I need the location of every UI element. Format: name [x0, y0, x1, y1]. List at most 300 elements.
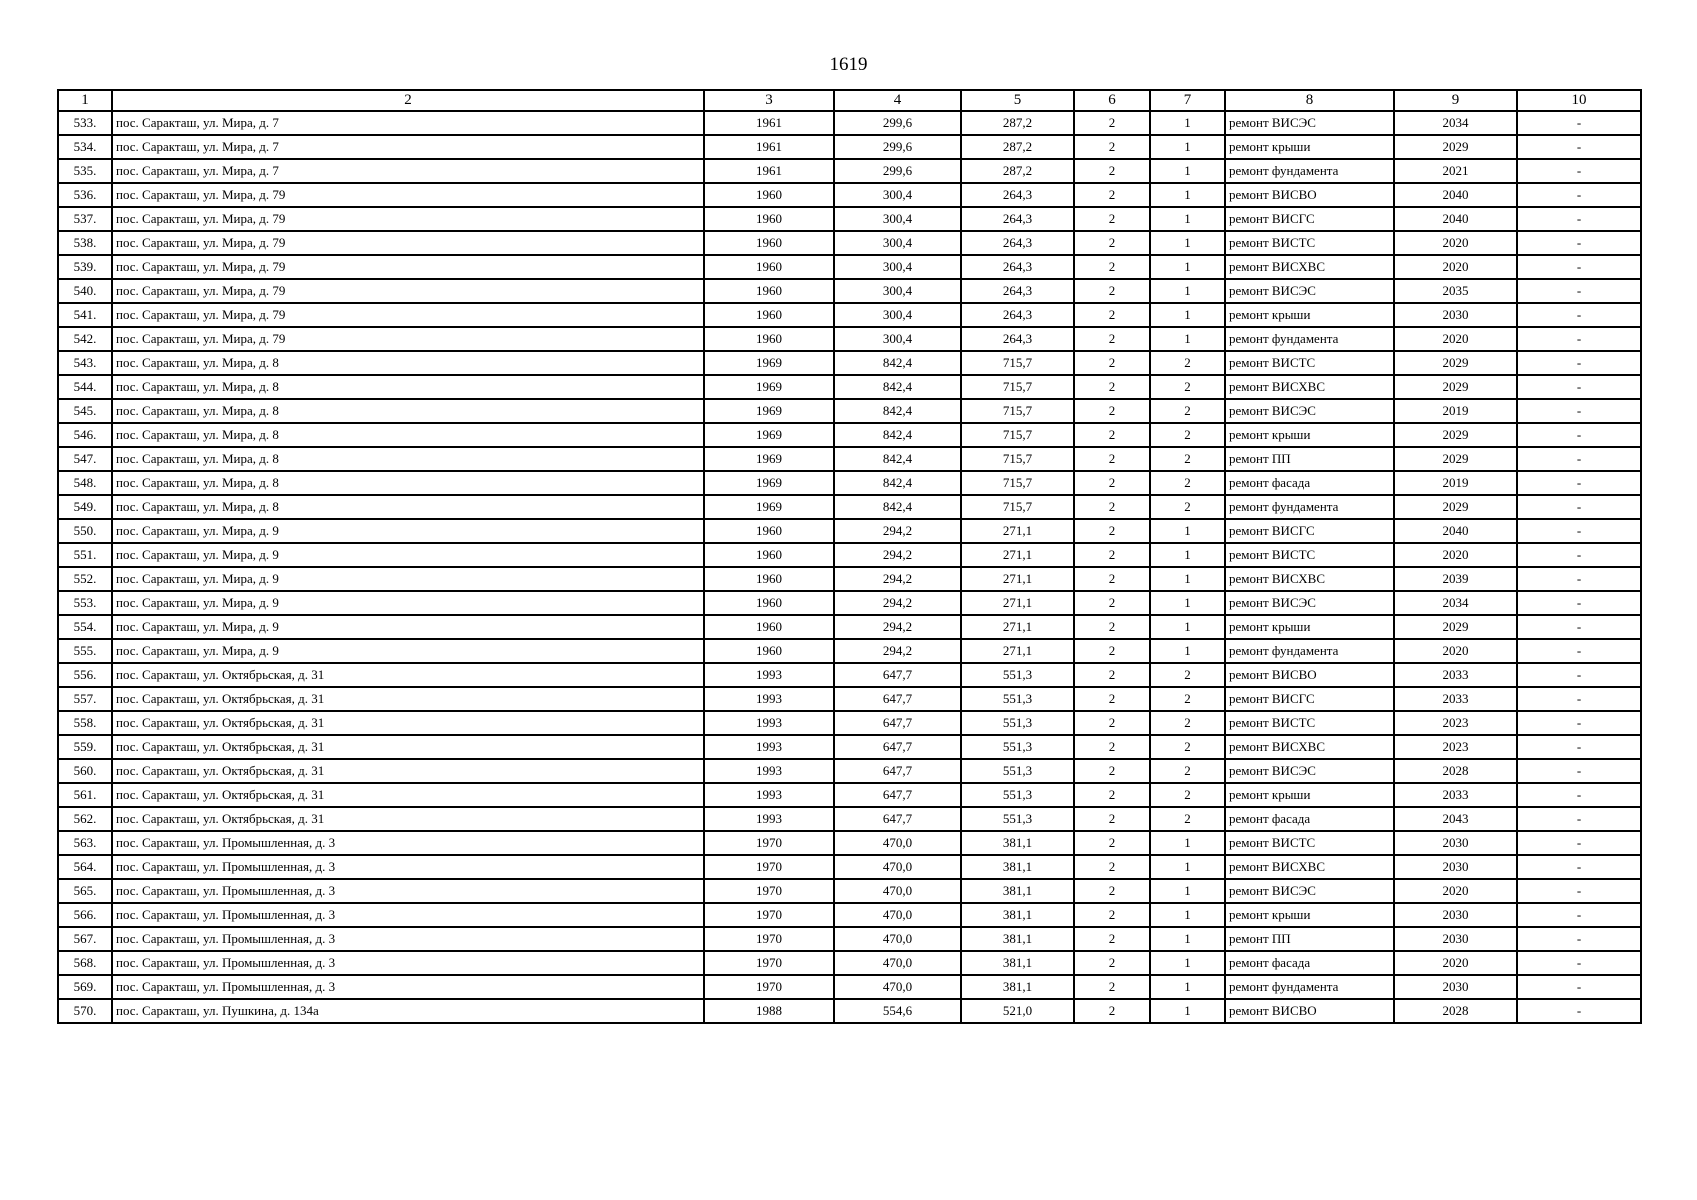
living-area-cell: 715,7 [961, 447, 1074, 471]
column-6-value-cell: 2 [1074, 519, 1150, 543]
table-row [58, 351, 1641, 375]
repair-type-cell: ремонт крыши [1225, 303, 1394, 327]
living-area-cell: 264,3 [961, 207, 1074, 231]
table-row [58, 399, 1641, 423]
table-row [58, 255, 1641, 279]
column-6-value-cell: 2 [1074, 759, 1150, 783]
column-10-value-cell: - [1517, 423, 1641, 447]
total-area-cell: 470,0 [834, 927, 961, 951]
column-6-value-cell: 2 [1074, 159, 1150, 183]
row-number-cell: 570. [58, 999, 112, 1023]
living-area-cell: 715,7 [961, 351, 1074, 375]
build-year-cell: 1969 [704, 447, 834, 471]
row-number-cell: 556. [58, 663, 112, 687]
column-6-value-cell: 2 [1074, 447, 1150, 471]
planned-year-cell: 2034 [1394, 591, 1517, 615]
column-7-value-cell: 1 [1150, 183, 1225, 207]
build-year-cell: 1993 [704, 663, 834, 687]
build-year-cell: 1970 [704, 951, 834, 975]
build-year-cell: 1969 [704, 423, 834, 447]
repair-type-cell: ремонт ВИСХВС [1225, 255, 1394, 279]
table-row [58, 999, 1641, 1023]
build-year-cell: 1961 [704, 135, 834, 159]
address-cell: пос. Саракташ, ул. Мира, д. 8 [112, 423, 704, 447]
total-area-cell: 647,7 [834, 783, 961, 807]
build-year-cell: 1970 [704, 927, 834, 951]
table-row [58, 735, 1641, 759]
table-row [58, 303, 1641, 327]
total-area-cell: 470,0 [834, 831, 961, 855]
build-year-cell: 1969 [704, 351, 834, 375]
build-year-cell: 1960 [704, 183, 834, 207]
table-row [58, 687, 1641, 711]
column-7-value-cell: 2 [1150, 399, 1225, 423]
column-7-value-cell: 1 [1150, 831, 1225, 855]
planned-year-cell: 2029 [1394, 351, 1517, 375]
planned-year-cell: 2023 [1394, 735, 1517, 759]
row-number-cell: 539. [58, 255, 112, 279]
column-6-value-cell: 2 [1074, 927, 1150, 951]
address-cell: пос. Саракташ, ул. Мира, д. 9 [112, 543, 704, 567]
address-cell: пос. Саракташ, ул. Мира, д. 8 [112, 351, 704, 375]
address-cell: пос. Саракташ, ул. Октябрьская, д. 31 [112, 687, 704, 711]
total-area-cell: 300,4 [834, 207, 961, 231]
total-area-cell: 300,4 [834, 327, 961, 351]
table-row [58, 471, 1641, 495]
repair-type-cell: ремонт ВИСГС [1225, 519, 1394, 543]
column-10-value-cell: - [1517, 687, 1641, 711]
row-number-cell: 533. [58, 111, 112, 135]
row-number-cell: 557. [58, 687, 112, 711]
planned-year-cell: 2020 [1394, 327, 1517, 351]
address-cell: пос. Саракташ, ул. Мира, д. 9 [112, 519, 704, 543]
table-row [58, 783, 1641, 807]
planned-year-cell: 2034 [1394, 111, 1517, 135]
row-number-cell: 547. [58, 447, 112, 471]
repair-type-cell: ремонт ВИСЭС [1225, 879, 1394, 903]
table-row [58, 447, 1641, 471]
column-header-6: 6 [1074, 90, 1150, 111]
row-number-cell: 553. [58, 591, 112, 615]
planned-year-cell: 2040 [1394, 207, 1517, 231]
column-7-value-cell: 1 [1150, 207, 1225, 231]
column-10-value-cell: - [1517, 375, 1641, 399]
column-7-value-cell: 1 [1150, 615, 1225, 639]
repair-type-cell: ремонт фасада [1225, 951, 1394, 975]
total-area-cell: 294,2 [834, 543, 961, 567]
row-number-cell: 565. [58, 879, 112, 903]
repair-type-cell: ремонт ВИСЭС [1225, 399, 1394, 423]
repair-type-cell: ремонт фундамента [1225, 495, 1394, 519]
table-row [58, 327, 1641, 351]
column-10-value-cell: - [1517, 207, 1641, 231]
total-area-cell: 470,0 [834, 879, 961, 903]
total-area-cell: 842,4 [834, 423, 961, 447]
total-area-cell: 294,2 [834, 567, 961, 591]
column-header-8: 8 [1225, 90, 1394, 111]
table-row [58, 759, 1641, 783]
repair-type-cell: ремонт крыши [1225, 135, 1394, 159]
column-header-3: 3 [704, 90, 834, 111]
column-6-value-cell: 2 [1074, 855, 1150, 879]
planned-year-cell: 2029 [1394, 375, 1517, 399]
row-number-cell: 555. [58, 639, 112, 663]
build-year-cell: 1960 [704, 303, 834, 327]
living-area-cell: 551,3 [961, 687, 1074, 711]
total-area-cell: 300,4 [834, 255, 961, 279]
total-area-cell: 470,0 [834, 855, 961, 879]
repair-type-cell: ремонт ВИСЭС [1225, 591, 1394, 615]
address-cell: пос. Саракташ, ул. Мира, д. 7 [112, 135, 704, 159]
total-area-cell: 470,0 [834, 975, 961, 999]
table-row [58, 111, 1641, 135]
planned-year-cell: 2029 [1394, 615, 1517, 639]
row-number-cell: 559. [58, 735, 112, 759]
living-area-cell: 287,2 [961, 111, 1074, 135]
column-6-value-cell: 2 [1074, 903, 1150, 927]
repair-type-cell: ремонт ВИСЭС [1225, 759, 1394, 783]
repair-type-cell: ремонт ВИСХВС [1225, 567, 1394, 591]
table-row [58, 183, 1641, 207]
build-year-cell: 1970 [704, 855, 834, 879]
column-10-value-cell: - [1517, 903, 1641, 927]
planned-year-cell: 2035 [1394, 279, 1517, 303]
column-10-value-cell: - [1517, 879, 1641, 903]
living-area-cell: 264,3 [961, 303, 1074, 327]
address-cell: пос. Саракташ, ул. Мира, д. 8 [112, 495, 704, 519]
table-row [58, 663, 1641, 687]
address-cell: пос. Саракташ, ул. Октябрьская, д. 31 [112, 711, 704, 735]
living-area-cell: 715,7 [961, 495, 1074, 519]
column-10-value-cell: - [1517, 639, 1641, 663]
total-area-cell: 842,4 [834, 471, 961, 495]
column-10-value-cell: - [1517, 711, 1641, 735]
build-year-cell: 1960 [704, 279, 834, 303]
address-cell: пос. Саракташ, ул. Мира, д. 8 [112, 399, 704, 423]
address-cell: пос. Саракташ, ул. Мира, д. 79 [112, 183, 704, 207]
row-number-cell: 544. [58, 375, 112, 399]
column-6-value-cell: 2 [1074, 399, 1150, 423]
column-10-value-cell: - [1517, 975, 1641, 999]
row-number-cell: 535. [58, 159, 112, 183]
column-7-value-cell: 1 [1150, 519, 1225, 543]
table-row [58, 927, 1641, 951]
build-year-cell: 1960 [704, 615, 834, 639]
row-number-cell: 563. [58, 831, 112, 855]
build-year-cell: 1993 [704, 783, 834, 807]
living-area-cell: 715,7 [961, 399, 1074, 423]
planned-year-cell: 2029 [1394, 423, 1517, 447]
column-header-7: 7 [1150, 90, 1225, 111]
build-year-cell: 1970 [704, 831, 834, 855]
planned-year-cell: 2019 [1394, 399, 1517, 423]
total-area-cell: 294,2 [834, 591, 961, 615]
repair-type-cell: ремонт ВИСТС [1225, 711, 1394, 735]
column-7-value-cell: 1 [1150, 951, 1225, 975]
column-7-value-cell: 2 [1150, 711, 1225, 735]
address-cell: пос. Саракташ, ул. Мира, д. 7 [112, 159, 704, 183]
column-7-value-cell: 2 [1150, 783, 1225, 807]
repair-type-cell: ремонт крыши [1225, 615, 1394, 639]
column-7-value-cell: 1 [1150, 135, 1225, 159]
table-row [58, 855, 1641, 879]
total-area-cell: 299,6 [834, 111, 961, 135]
column-10-value-cell: - [1517, 759, 1641, 783]
living-area-cell: 381,1 [961, 927, 1074, 951]
address-cell: пос. Саракташ, ул. Мира, д. 9 [112, 615, 704, 639]
column-6-value-cell: 2 [1074, 783, 1150, 807]
column-7-value-cell: 1 [1150, 159, 1225, 183]
repair-type-cell: ремонт ВИСГС [1225, 207, 1394, 231]
build-year-cell: 1960 [704, 327, 834, 351]
column-10-value-cell: - [1517, 279, 1641, 303]
total-area-cell: 647,7 [834, 711, 961, 735]
row-number-cell: 542. [58, 327, 112, 351]
repair-type-cell: ремонт фундамента [1225, 639, 1394, 663]
row-number-cell: 541. [58, 303, 112, 327]
row-number-cell: 536. [58, 183, 112, 207]
living-area-cell: 551,3 [961, 807, 1074, 831]
column-10-value-cell: - [1517, 543, 1641, 567]
column-6-value-cell: 2 [1074, 639, 1150, 663]
total-area-cell: 300,4 [834, 279, 961, 303]
total-area-cell: 647,7 [834, 759, 961, 783]
build-year-cell: 1960 [704, 639, 834, 663]
column-10-value-cell: - [1517, 327, 1641, 351]
column-7-value-cell: 1 [1150, 879, 1225, 903]
column-10-value-cell: - [1517, 159, 1641, 183]
living-area-cell: 551,3 [961, 759, 1074, 783]
column-7-value-cell: 2 [1150, 351, 1225, 375]
planned-year-cell: 2030 [1394, 903, 1517, 927]
planned-year-cell: 2020 [1394, 255, 1517, 279]
repair-type-cell: ремонт фундамента [1225, 327, 1394, 351]
planned-year-cell: 2030 [1394, 303, 1517, 327]
table-row [58, 615, 1641, 639]
build-year-cell: 1969 [704, 399, 834, 423]
planned-year-cell: 2029 [1394, 447, 1517, 471]
repair-type-cell: ремонт ВИСТС [1225, 351, 1394, 375]
column-10-value-cell: - [1517, 303, 1641, 327]
column-10-value-cell: - [1517, 495, 1641, 519]
living-area-cell: 715,7 [961, 423, 1074, 447]
address-cell: пос. Саракташ, ул. Мира, д. 9 [112, 567, 704, 591]
address-cell: пос. Саракташ, ул. Мира, д. 79 [112, 327, 704, 351]
planned-year-cell: 2033 [1394, 663, 1517, 687]
column-6-value-cell: 2 [1074, 255, 1150, 279]
address-cell: пос. Саракташ, ул. Мира, д. 9 [112, 639, 704, 663]
column-10-value-cell: - [1517, 519, 1641, 543]
address-cell: пос. Саракташ, ул. Промышленная, д. 3 [112, 903, 704, 927]
header-row [58, 90, 1641, 111]
column-6-value-cell: 2 [1074, 735, 1150, 759]
living-area-cell: 287,2 [961, 135, 1074, 159]
row-number-cell: 548. [58, 471, 112, 495]
repair-type-cell: ремонт ВИСВО [1225, 183, 1394, 207]
address-cell: пос. Саракташ, ул. Октябрьская, д. 31 [112, 783, 704, 807]
repair-type-cell: ремонт ВИСХВС [1225, 855, 1394, 879]
table-row [58, 951, 1641, 975]
living-area-cell: 381,1 [961, 903, 1074, 927]
address-cell: пос. Саракташ, ул. Промышленная, д. 3 [112, 831, 704, 855]
living-area-cell: 521,0 [961, 999, 1074, 1023]
total-area-cell: 300,4 [834, 183, 961, 207]
column-6-value-cell: 2 [1074, 351, 1150, 375]
build-year-cell: 1969 [704, 471, 834, 495]
planned-year-cell: 2021 [1394, 159, 1517, 183]
living-area-cell: 264,3 [961, 231, 1074, 255]
column-6-value-cell: 2 [1074, 687, 1150, 711]
column-7-value-cell: 1 [1150, 303, 1225, 327]
build-year-cell: 1960 [704, 591, 834, 615]
row-number-cell: 551. [58, 543, 112, 567]
address-cell: пос. Саракташ, ул. Мира, д. 79 [112, 279, 704, 303]
row-number-cell: 534. [58, 135, 112, 159]
page-number: 1619 [829, 54, 868, 75]
column-10-value-cell: - [1517, 255, 1641, 279]
planned-year-cell: 2028 [1394, 759, 1517, 783]
column-10-value-cell: - [1517, 447, 1641, 471]
planned-year-cell: 2029 [1394, 495, 1517, 519]
planned-year-cell: 2028 [1394, 999, 1517, 1023]
address-cell: пос. Саракташ, ул. Мира, д. 79 [112, 207, 704, 231]
address-cell: пос. Саракташ, ул. Промышленная, д. 3 [112, 855, 704, 879]
address-cell: пос. Саракташ, ул. Промышленная, д. 3 [112, 879, 704, 903]
column-6-value-cell: 2 [1074, 207, 1150, 231]
column-6-value-cell: 2 [1074, 591, 1150, 615]
total-area-cell: 299,6 [834, 159, 961, 183]
living-area-cell: 381,1 [961, 951, 1074, 975]
column-10-value-cell: - [1517, 855, 1641, 879]
column-10-value-cell: - [1517, 831, 1641, 855]
living-area-cell: 271,1 [961, 519, 1074, 543]
table-row [58, 831, 1641, 855]
table-row [58, 591, 1641, 615]
row-number-cell: 552. [58, 567, 112, 591]
build-year-cell: 1960 [704, 519, 834, 543]
total-area-cell: 647,7 [834, 735, 961, 759]
planned-year-cell: 2019 [1394, 471, 1517, 495]
row-number-cell: 550. [58, 519, 112, 543]
living-area-cell: 264,3 [961, 255, 1074, 279]
column-10-value-cell: - [1517, 591, 1641, 615]
planned-year-cell: 2040 [1394, 519, 1517, 543]
column-7-value-cell: 1 [1150, 927, 1225, 951]
total-area-cell: 842,4 [834, 375, 961, 399]
address-cell: пос. Саракташ, ул. Мира, д. 8 [112, 447, 704, 471]
living-area-cell: 715,7 [961, 471, 1074, 495]
column-6-value-cell: 2 [1074, 711, 1150, 735]
address-cell: пос. Саракташ, ул. Мира, д. 79 [112, 255, 704, 279]
build-year-cell: 1993 [704, 711, 834, 735]
total-area-cell: 294,2 [834, 639, 961, 663]
repair-type-cell: ремонт ПП [1225, 927, 1394, 951]
repair-type-cell: ремонт ВИСХВС [1225, 735, 1394, 759]
address-cell: пос. Саракташ, ул. Промышленная, д. 3 [112, 951, 704, 975]
column-6-value-cell: 2 [1074, 327, 1150, 351]
column-6-value-cell: 2 [1074, 807, 1150, 831]
living-area-cell: 381,1 [961, 831, 1074, 855]
table-row [58, 375, 1641, 399]
column-7-value-cell: 1 [1150, 639, 1225, 663]
build-year-cell: 1993 [704, 807, 834, 831]
column-7-value-cell: 1 [1150, 111, 1225, 135]
row-number-cell: 564. [58, 855, 112, 879]
planned-year-cell: 2020 [1394, 879, 1517, 903]
column-6-value-cell: 2 [1074, 423, 1150, 447]
total-area-cell: 647,7 [834, 687, 961, 711]
column-6-value-cell: 2 [1074, 231, 1150, 255]
column-7-value-cell: 1 [1150, 999, 1225, 1023]
repair-type-cell: ремонт ВИСТС [1225, 831, 1394, 855]
column-6-value-cell: 2 [1074, 567, 1150, 591]
planned-year-cell: 2030 [1394, 975, 1517, 999]
build-year-cell: 1993 [704, 687, 834, 711]
total-area-cell: 842,4 [834, 399, 961, 423]
build-year-cell: 1993 [704, 735, 834, 759]
row-number-cell: 567. [58, 927, 112, 951]
column-6-value-cell: 2 [1074, 183, 1150, 207]
repair-type-cell: ремонт фундамента [1225, 975, 1394, 999]
column-7-value-cell: 2 [1150, 495, 1225, 519]
column-10-value-cell: - [1517, 663, 1641, 687]
build-year-cell: 1960 [704, 231, 834, 255]
planned-year-cell: 2020 [1394, 639, 1517, 663]
address-cell: пос. Саракташ, ул. Мира, д. 8 [112, 375, 704, 399]
repair-type-cell: ремонт фасада [1225, 471, 1394, 495]
address-cell: пос. Саракташ, ул. Октябрьская, д. 31 [112, 759, 704, 783]
repair-type-cell: ремонт крыши [1225, 783, 1394, 807]
repair-type-cell: ремонт фасада [1225, 807, 1394, 831]
column-7-value-cell: 1 [1150, 543, 1225, 567]
table-row [58, 207, 1641, 231]
column-6-value-cell: 2 [1074, 111, 1150, 135]
column-7-value-cell: 1 [1150, 279, 1225, 303]
column-7-value-cell: 2 [1150, 423, 1225, 447]
repair-type-cell: ремонт фундамента [1225, 159, 1394, 183]
row-number-cell: 560. [58, 759, 112, 783]
table-row [58, 159, 1641, 183]
table-row [58, 903, 1641, 927]
total-area-cell: 470,0 [834, 951, 961, 975]
column-7-value-cell: 1 [1150, 327, 1225, 351]
column-6-value-cell: 2 [1074, 303, 1150, 327]
table-body [58, 111, 1641, 1023]
address-cell: пос. Саракташ, ул. Октябрьская, д. 31 [112, 807, 704, 831]
living-area-cell: 264,3 [961, 327, 1074, 351]
column-6-value-cell: 2 [1074, 951, 1150, 975]
column-header-9: 9 [1394, 90, 1517, 111]
build-year-cell: 1961 [704, 159, 834, 183]
address-cell: пос. Саракташ, ул. Промышленная, д. 3 [112, 927, 704, 951]
row-number-cell: 562. [58, 807, 112, 831]
total-area-cell: 294,2 [834, 519, 961, 543]
table-row [58, 639, 1641, 663]
column-header-2: 2 [112, 90, 704, 111]
row-number-cell: 554. [58, 615, 112, 639]
address-cell: пос. Саракташ, ул. Пушкина, д. 134а [112, 999, 704, 1023]
repair-type-cell: ремонт ВИСТС [1225, 231, 1394, 255]
repair-type-cell: ремонт ВИСТС [1225, 543, 1394, 567]
table-row [58, 519, 1641, 543]
column-7-value-cell: 2 [1150, 471, 1225, 495]
address-cell: пос. Саракташ, ул. Мира, д. 79 [112, 303, 704, 327]
column-10-value-cell: - [1517, 807, 1641, 831]
column-6-value-cell: 2 [1074, 471, 1150, 495]
column-10-value-cell: - [1517, 567, 1641, 591]
total-area-cell: 842,4 [834, 447, 961, 471]
table-row [58, 711, 1641, 735]
